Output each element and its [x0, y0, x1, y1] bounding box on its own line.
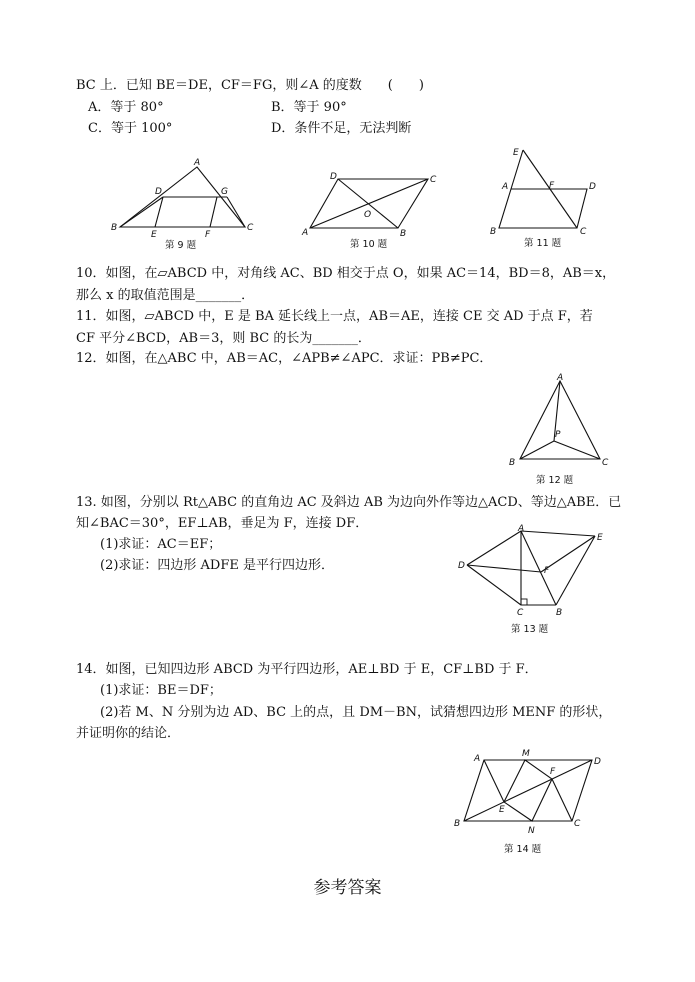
fig11-label-d: D [589, 182, 596, 192]
q9-option-a: A．等于 80° [88, 100, 164, 115]
fig14-label-n: N [528, 826, 535, 836]
fig14-label-e: E [499, 805, 505, 815]
fig9-label-e: E [151, 230, 157, 240]
q11-line1: 11．如图，▱ABCD 中，E 是 BA 延长线上一点，AB＝AE，连接 CE 交 AD 于点 F，若 [76, 309, 593, 324]
q13-part1: (1)求证：AC＝EF； [100, 537, 222, 552]
fig9-caption: 第 9 题 [165, 240, 197, 251]
fig12-segment-cp [554, 441, 600, 459]
fig11-label-b: B [490, 227, 497, 237]
fig13-label-e: E [597, 533, 603, 543]
q13-line2: 知∠BAC＝30°，EF⊥AB，垂足为 F，连接 DF． [76, 516, 369, 531]
fig13-segment-eb [556, 536, 595, 605]
q10-line2: 那么 x 的取值范围是_______． [76, 288, 255, 303]
q14-part2b: 并证明你的结论． [76, 726, 181, 741]
fig10-diagonal-ac [310, 179, 428, 228]
fig14-label-b: B [454, 819, 461, 829]
fig9-label-g: G [221, 187, 228, 197]
fig9-label-c: C [247, 223, 254, 233]
q13-line1: 13. 如图，分别以 Rt△ABC 的直角边 AC 及斜边 AB 为边向外作等边△ACD、等边△ABE．已 [76, 495, 622, 510]
fig13-right-angle-mark [521, 599, 527, 605]
q14-part1: (1)求证：BE＝DF； [100, 683, 222, 698]
fig14-caption: 第 14 题 [504, 844, 542, 855]
fig14-label-c: C [574, 819, 581, 829]
q14-line1: 14．如图，已知四边形 ABCD 为平行四边形，AE⊥BD 于 E，CF⊥BD 于 F． [76, 662, 538, 677]
fig11-caption: 第 11 题 [524, 238, 562, 249]
fig14-diagonal-bd [464, 760, 592, 821]
q9-option-b: B．等于 90° [271, 100, 347, 115]
fig13-segment-da [467, 531, 521, 565]
fig10-label-o: O [364, 210, 372, 220]
fig14-label-d: D [594, 757, 601, 767]
fig10-caption: 第 10 题 [350, 239, 388, 250]
q12-line1: 12．如图，在△ABC 中，AB＝AC，∠APB≠∠APC．求证：PB≠PC． [76, 351, 493, 366]
q9-stem: BC 上．已知 BE＝DE，CF＝FG，则∠A 的度数 ( ) [76, 78, 424, 93]
fig12-label-b: B [509, 458, 516, 468]
fig10-label-b: B [400, 229, 407, 239]
fig13-segment-ab [521, 531, 556, 605]
fig12-triangle-abc [520, 381, 600, 459]
figure-11 [488, 145, 608, 255]
figure-14 [452, 745, 612, 860]
fig14-label-m: M [522, 749, 530, 759]
answer-heading: 参考答案 [313, 878, 382, 898]
q11-line2: CF 平分∠BCD，AB＝3，则 BC 的长为_______． [76, 331, 371, 346]
fig11-label-f: F [549, 181, 555, 191]
fig12-label-a: A [557, 373, 564, 383]
fig12-label-p: P [555, 430, 561, 440]
fig13-label-d: D [458, 561, 465, 571]
fig13-label-c: C [517, 608, 524, 618]
fig12-caption: 第 12 题 [536, 475, 574, 486]
figure-10 [300, 170, 445, 255]
fig13-segment-df [467, 565, 541, 572]
figure-13 [455, 525, 615, 640]
fig9-segment-gc [227, 197, 245, 227]
fig9-segment-gf [210, 197, 217, 227]
fig11-parallelogram-abcd [499, 189, 587, 228]
fig10-diagonal-bd [338, 179, 398, 228]
fig14-segment-cf [552, 779, 572, 821]
figure-9 [110, 155, 260, 255]
fig9-label-f: F [205, 230, 211, 240]
fig12-label-c: C [602, 458, 609, 468]
fig13-label-f: F [544, 566, 550, 576]
fig14-segment-ae [484, 760, 504, 802]
fig11-label-a: A [502, 182, 509, 192]
fig9-label-b: B [111, 223, 118, 233]
q9-option-c: C．等于 100° [88, 121, 173, 136]
fig13-label-b: B [556, 608, 563, 618]
fig13-label-a: A [518, 524, 525, 534]
fig10-label-c: C [430, 175, 437, 185]
figure-12 [505, 373, 615, 488]
fig10-label-d: D [330, 172, 337, 182]
fig13-segment-ae [521, 531, 595, 536]
fig14-label-a: A [474, 754, 481, 764]
fig9-label-a: A [194, 158, 201, 168]
q13-part2: (2)求证：四边形 ADFE 是平行四边形． [100, 558, 335, 573]
q10-line1: 10．如图，在▱ABCD 中，对角线 AC、BD 相交于点 O，如果 AC＝14，BD＝8，AB＝x， [76, 266, 616, 281]
fig13-segment-dc [467, 565, 521, 605]
fig11-label-e: E [513, 148, 519, 158]
fig13-caption: 第 13 题 [511, 624, 549, 635]
fig9-label-d: D [155, 187, 162, 197]
fig14-label-f: F [550, 767, 556, 777]
q14-part2: (2)若 M、N 分别为边 AD、BC 上的点，且 DM－BN，试猜想四边形 MENF 的形状， [100, 705, 612, 720]
q9-option-d: D．条件不足，无法判断 [271, 121, 412, 136]
fig11-label-c: C [580, 227, 587, 237]
fig10-label-a: A [302, 228, 309, 238]
